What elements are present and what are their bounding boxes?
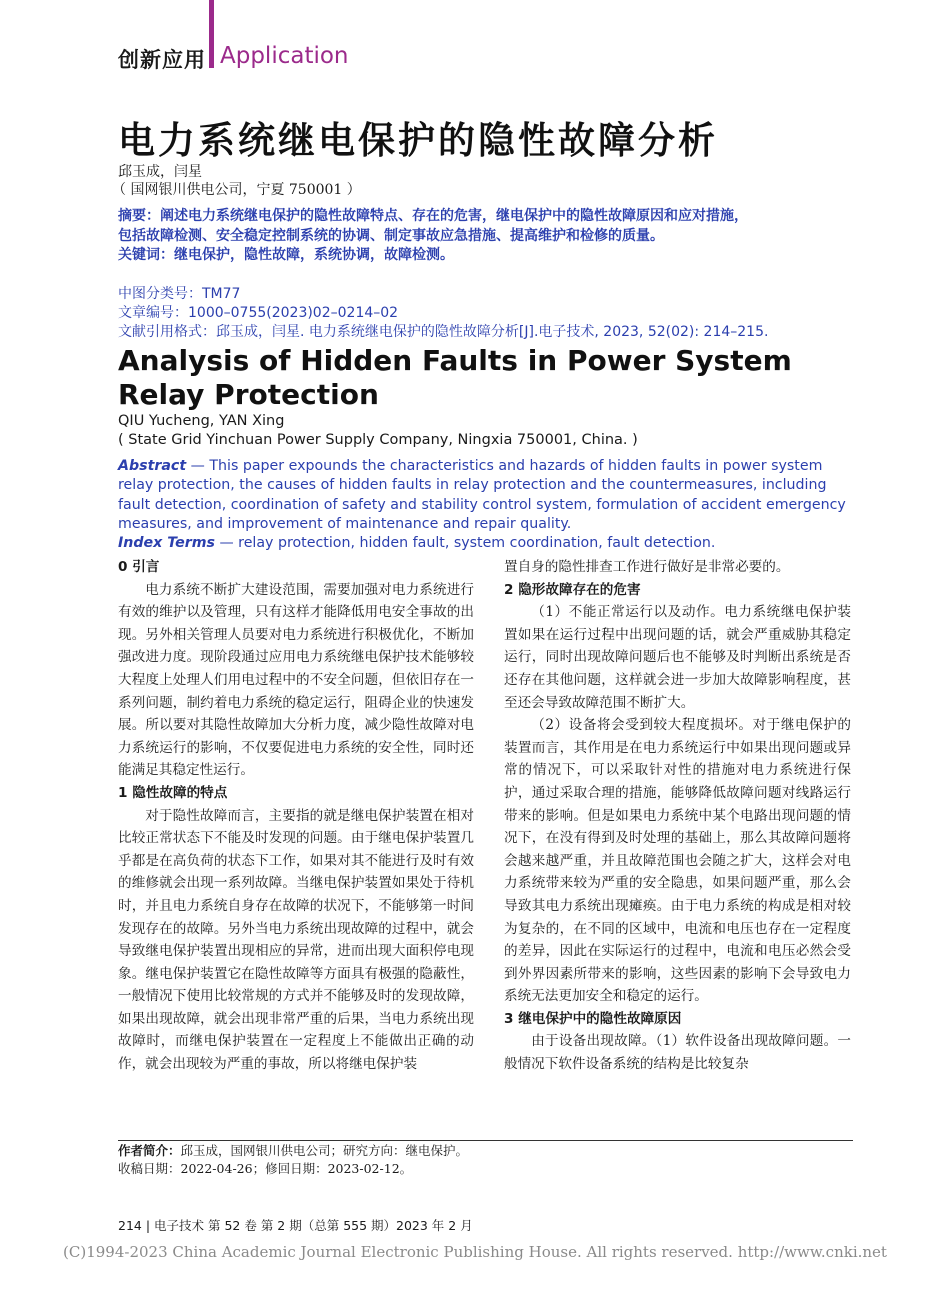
index-terms-dash: — (214, 535, 239, 551)
heading-section-3: 3 继电保护中的隐性故障原因 (504, 1010, 682, 1027)
clc-number: 中图分类号：TM77 (118, 286, 241, 302)
index-terms (118, 534, 858, 553)
paragraph-section-2b: （2）设备将会受到较大程度损坏。对于继电保护的装置而言，其作用是在电力系统运行中如果出现问题或异常的情况下，可以采取针对性的措施对电力系统进行保护，通过采取合理的措施，能够降低故障问题对线路运行带来的影响。但是如果电力系统中某个电路出现问题的情况下，在没有得到及时处理的基础上，那么其故障问题将会越来越严重，并且故障范围也会随之扩大，这样会对电力系统带来较为严重的安全隐患，如果问题严重，那么会导致其电力系统出现瘫痪。由于电力系统的构成是相对较为复杂的，在不同的区域中，电流和电压也存在一定程度的差异，因此在实际运行的过程中，电流和电压必然会受到外界因素所带来的影响，这些因素的影响下会导致电力系统无法更加安全和稳定的运行。 (504, 717, 851, 1005)
paragraph-section-1: 对于隐性故障而言，主要指的就是继电保护装置在相对比较正常状态下不能及时发现的问题。由于继电保护装置几乎都是在高负荷的状态下工作，如果对其不能进行及时有效的维修就会出现一系列故障。当继电保护装置如果处于待机时，并且电力系统自身存在故障的状况下，不能够第一时间发现存在的故障。另外当电力系统出现故障的过程中，就会导致继电保护装置出现相应的异常，进而出现大面积停电现象。继电保护装置它在隐性故障等方面具有极强的隐蔽性，一般情况下使用比较常规的方式并不能够及时的发现故障，如果出现故障，就会出现非常严重的后果，当电力系统出现故障时，而继电保护装置在一定程度上不能做出正确的动作，就会出现较为严重的事故，所以将继电保护装 (118, 807, 474, 1073)
left-column (118, 556, 474, 1076)
abstract-cn (118, 207, 853, 266)
footnote (118, 1142, 468, 1178)
abstract-cn-line-1: 摘要：阐述电力系统继电保护的隐性故障特点、存在的危害，继电保护中的隐性故障原因和应对措施， (118, 208, 748, 224)
abstract-cn-line-2: 包括故障检测、安全稳定控制系统的协调、制定事故应急措施、提高维护和检修的质量。 (118, 227, 664, 244)
article-number: 文章编号：1000–0755(2023)02–0214–02 (118, 305, 399, 321)
page-title-en: Analysis of Hidden Faults in Power System Relay Protection (118, 344, 792, 411)
heading-section-1: 1 隐性故障的特点 (118, 784, 228, 801)
abstract-en-label: Abstract (118, 458, 187, 474)
keywords-cn: 关键词：继电保护，隐性故障，系统协调，故障检测。 (118, 247, 454, 263)
affiliation-en: ( State Grid Yinchuan Power Supply Company, Ningxia 750001, China. ) (118, 432, 638, 448)
paragraph-continued: 置自身的隐性排查工作进行做好是非常必要的。 (504, 559, 790, 575)
abstract-en-text: This paper expounds the characteristics and hazards of hidden faults in power system relay protection, the causes of hidden faults in relay protection and the countermeasures, including fault detection, coordination of safety and stability control system, formulation of accident emergency measures, and improvement of maintenance and repair quality. (118, 458, 846, 532)
page-footer: 214 | 电子技术 第 52 卷 第 2 期（总第 555 期）2023 年 2 月 (118, 1218, 473, 1233)
author-bio-text: 邱玉成，国网银川供电公司；研究方向：继电保护。 (180, 1143, 469, 1158)
author-bio-label: 作者简介： (118, 1143, 181, 1158)
heading-intro: 0 引言 (118, 559, 160, 575)
page-title-cn: 电力系统继电保护的隐性故障分析 (118, 119, 718, 162)
abstract-en-dash: — (186, 458, 210, 474)
index-terms-label: Index Terms (118, 535, 215, 551)
footnote-divider (118, 1140, 853, 1141)
paragraph-section-3: 由于设备出现故障。（1）软件设备出现故障问题。一般情况下软件设备系统的结构是比较复杂 (504, 1033, 851, 1073)
heading-section-2: 2 隐形故障存在的危害 (504, 581, 641, 598)
abstract-en (118, 457, 858, 534)
received-dates: 收稿日期：2022-04-26；修回日期：2023-02-12。 (118, 1161, 413, 1176)
affiliation-cn: （ 国网银川供电公司，宁夏 750001 ） (112, 182, 361, 198)
author-bio (118, 1142, 468, 1160)
authors-en: QIU Yucheng, YAN Xing (118, 413, 285, 429)
paragraph-intro: 电力系统不断扩大建设范围，需要加强对电力系统进行有效的维护以及管理，只有这样才能降低用电安全事故的出现。另外相关管理人员要对电力系统进行积极优化，不断加强改进力度。现阶段通过应用电力系统继电保护技术能够较大程度上处理人们用电过程中的不安全问题，但依旧存在一系列问题，制约着电力系统的稳定运行，阻碍企业的快速发展。所以要对其隐性故障加大分析力度，减少隐性故障对电力系统运行的影响，不仅要促进电力系统的安全性，同时还能满足其稳定性运行。 (118, 581, 474, 779)
header-accent-bar (209, 0, 214, 68)
section-label-cn: 创新应用 (118, 48, 206, 72)
right-column (504, 556, 851, 1076)
authors-cn: 邱玉成，闫星 (118, 164, 202, 180)
citation-format: 文献引用格式：邱玉成，闫星. 电力系统继电保护的隐性故障分析[J].电子技术, 2023, 52(02): 214–215. (118, 324, 769, 340)
section-label-en: Application (220, 43, 349, 69)
index-terms-text: relay protection, hidden fault, system coordination, fault detection. (238, 535, 716, 551)
paragraph-section-2a: （1）不能正常运行以及动作。电力系统继电保护装置如果在运行过程中出现问题的话，就会严重威胁其稳定运行，同时出现故障问题后也不能够及时判断出系统是否还存在其他问题，这样就会进一步加大故障影响程度，甚至还会导致故障范围不断扩大。 (504, 604, 851, 711)
copyright-watermark: (C)1994-2023 China Academic Journal Electronic Publishing House. All rights reserved. http://www.cnki.net (63, 1243, 887, 1261)
classification (118, 285, 853, 342)
